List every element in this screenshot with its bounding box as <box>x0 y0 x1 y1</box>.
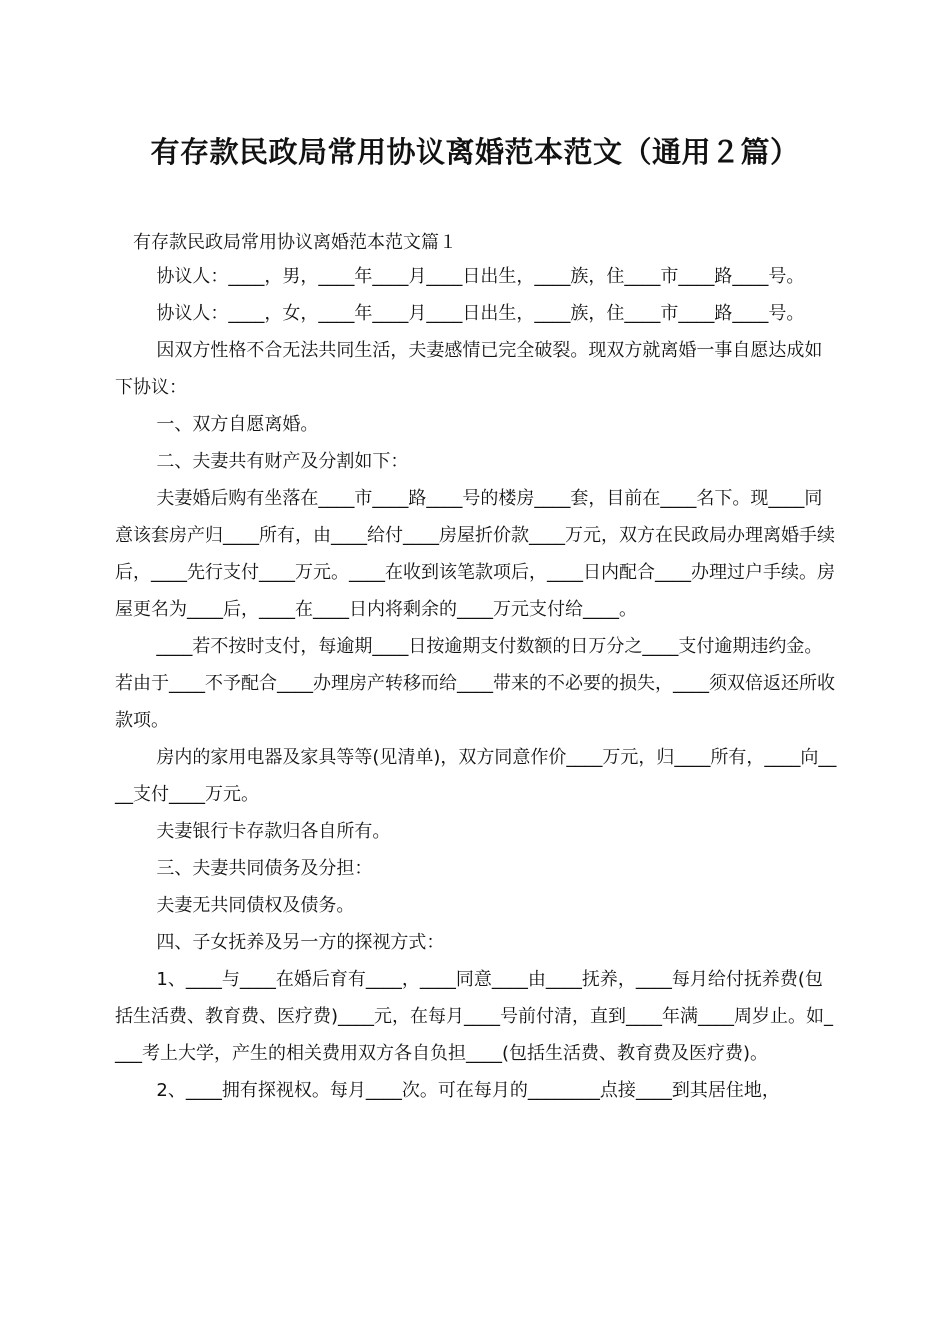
paragraph: 四、子女抚养及另一方的探视方式： <box>156 932 445 953</box>
paragraph: 二、夫妻共有财产及分割如下： <box>156 451 409 472</box>
paragraph: 一、双方自愿离婚。 <box>156 414 319 435</box>
document-title: 有存款民政局常用协议离婚范本范文（通用２篇） <box>150 135 800 169</box>
paragraph: ____若不按时支付，每逾期____日按逾期支付数额的日万分之____支付逾期违约金。若由于____不予配合____办理房产转移而给____带来的不必要的损失，____须双倍返还所收款项。 <box>115 636 835 731</box>
paragraph: 夫妻无共同债权及债务。 <box>156 895 355 916</box>
document-body <box>115 258 837 1109</box>
paragraph: 房内的家用电器及家具等等(见清单)，双方同意作价____万元，归____所有，____向____支付____万元。 <box>115 747 837 805</box>
paragraph: 1、____与____在婚后育有____，____同意____由____抚养，____每月给付抚养费(包括生活费、教育费、医疗费)____元，在每月____号前付清，直到____年满____周岁止。如____考上大学，产生的相关费用双方各自负担____(包括生活费、教育费及医疗费)。 <box>115 969 834 1064</box>
paragraph: 三、夫妻共同债务及分担： <box>156 858 373 879</box>
paragraph: 协议人：____，男，____年____月____日出生，____族，住____市____路____号。 <box>156 266 805 287</box>
paragraph: 夫妻银行卡存款归各自所有。 <box>156 821 391 842</box>
paragraph: 2、____拥有探视权。每月____次。可在每月的________点接____到其居住地， <box>156 1080 780 1101</box>
paragraph: 夫妻婚后购有坐落在____市____路____号的楼房____套，目前在____名下。现____同意该套房产归____所有，由____给付____房屋折价款____万元，双方在民政局办理离婚手续后，____先行支付____万元。____在收到该笔款项后，____日内配合____办理过户手续。房屋更名为____后，____在____日内将剩余的____万元支付给____。 <box>115 488 835 620</box>
paragraph: 因双方性格不合无法共同生活，夫妻感情已完全破裂。现双方就离婚一事自愿达成如下协议： <box>115 340 823 398</box>
paragraph: 协议人：____，女，____年____月____日出生，____族，住____市____路____号。 <box>156 303 805 324</box>
section-heading: 有存款民政局常用协议离婚范本范文篇１ <box>133 232 457 253</box>
